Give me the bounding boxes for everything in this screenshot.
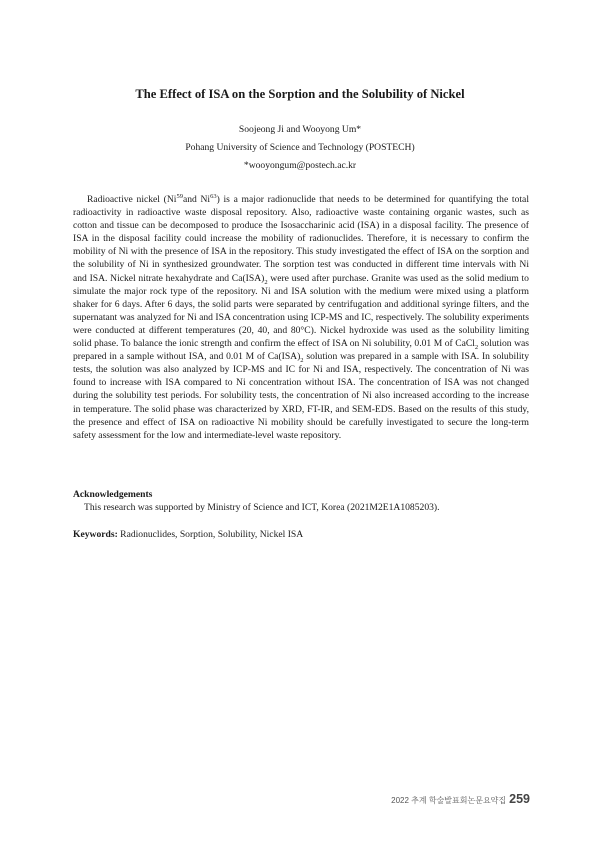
page-number: 259 — [509, 792, 530, 806]
superscript-ni63: 63 — [210, 192, 217, 200]
authors: Soojeong Ji and Wooyong Um* — [238, 124, 362, 135]
abstract-text-3: ) is a major radionuclide that needs to be determined for quantifying the total radioactivity in radioactive waste disposal repository. Also, radioactive waste containing organic wastes, such as cotton and tissue can be decomposed to produce the Isosaccharinic acid (ISA) in a disposal facility. The presence of ISA in the disposal facility could increase the mobility of radionuclides. Therefore, it is necessary to confirm the mobility of Ni with the presence of ISA in the repository. This study investigated the effect of ISA on the sorption and the solubility of Ni in synthesized groundwater. The sorption test was conducted in different time intervals with Ni and ISA. Nickel nitrate hexahydrate and Ca(ISA) — [73, 194, 529, 284]
keywords — [73, 529, 529, 540]
acknowledgements-text: This research was supported by Ministry of Science and ICT, Korea (2021M2E1A1085203). — [84, 502, 440, 513]
affiliation: Pohang University of Science and Technology (POSTECH) — [185, 142, 415, 153]
page-footer — [380, 790, 530, 808]
subscript-ca-isa-2: 2 — [300, 357, 304, 365]
corresponding-email: *wooyongum@postech.ac.kr — [243, 160, 357, 171]
paper-title: The Effect of ISA on the Sorption and the Solubility of Nickel — [135, 87, 465, 101]
keywords-label: Keywords: — [73, 529, 118, 540]
abstract-text-6: solution was prepared in a sample with ISA. In solubility tests, the solution was also analyzed by ICP-MS and IC for Ni and ISA, respectively. The concentration of Ni was found to increase with ISA compared to Ni concentration without ISA. The concentration of ISA was not changed during the solubility test periods. For solubility tests, the concentration of Ni also increased according to the increase in temperature. The solid phase was characterized by XRD, FT-IR, and SEM-EDS. Based on the results of this study, the presence and effect of ISA on radioactive Ni mobility should be carefully investigated to secure the long-term safety assessment for the low and intermediate-level waste repository. — [73, 351, 529, 441]
keywords-list: Radionuclides, Sorption, Solubility, Nickel ISA — [117, 529, 304, 540]
abstract-text-5: solution was prepared in a sample without ISA, and 0.01 M of Ca(ISA) — [73, 338, 529, 363]
footer-proceedings-title: 2022 추계 학술발표회논문요약집 — [391, 796, 507, 805]
subscript-ca-isa: 2 — [264, 278, 268, 286]
acknowledgements-heading: Acknowledgements — [73, 489, 153, 500]
superscript-ni59: 59 — [176, 192, 183, 200]
abstract-body — [73, 193, 529, 442]
abstract-text-2: and Ni — [182, 194, 211, 205]
abstract-text-1: Radioactive nickel (Ni — [87, 194, 177, 205]
abstract-text-4: were used after purchase. Granite was used as the solid medium to simulate the major rock type of the repository. Ni and ISA solution with the medium were mixed using a platform shaker for 6 days. After 6 days, the solid parts were separated by centrifugation and additional syringe filters, and the supernatant was analyzed for Ni and ISA concentration using ICP-MS and IC, respectively. The solubility experiments were conducted at different temperatures (20, 40, and 80°C). Nickel hydroxide was used as the solubility limiting solid phase. To balance the ionic strength and confirm the effect of ISA on Ni solubility, 0.01 M of CaCl — [73, 272, 529, 350]
subscript-cacl2: 2 — [474, 343, 479, 351]
